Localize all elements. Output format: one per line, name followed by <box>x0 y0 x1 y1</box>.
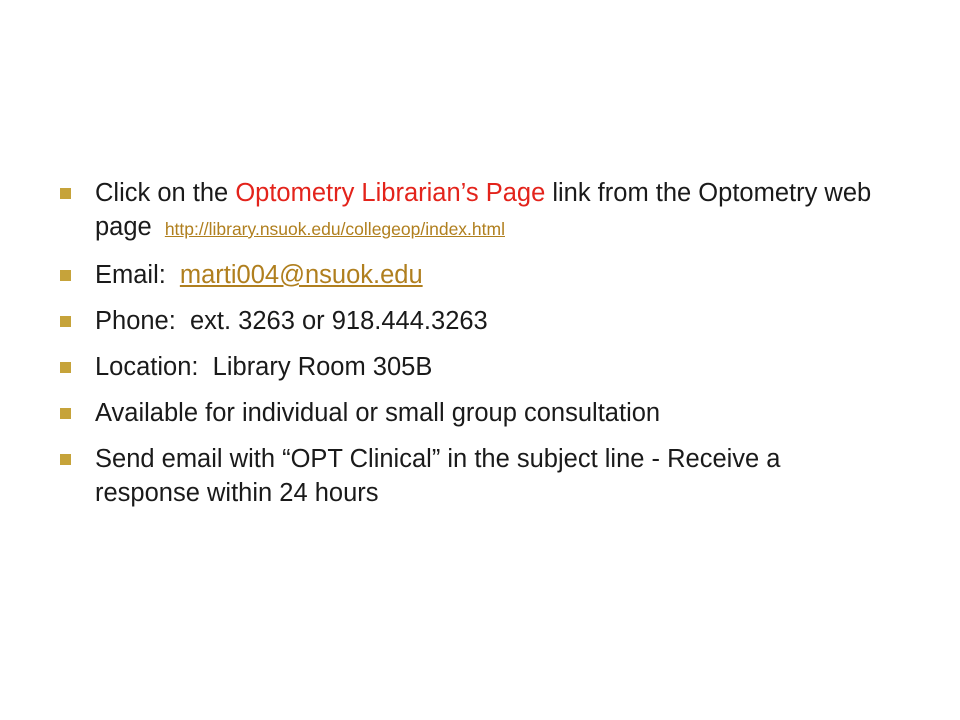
bullet-text-post: link from the Optometry web page <box>95 179 872 241</box>
bullet-text-pre: Click on the <box>95 179 236 207</box>
bullet-list <box>60 176 920 522</box>
bullet-availability <box>60 396 920 430</box>
librarian-page-link-text[interactable]: Optometry Librarian’s Page <box>235 179 546 207</box>
square-bullet-icon <box>60 270 71 281</box>
square-bullet-icon <box>60 454 71 465</box>
bullet-librarian-page <box>60 176 920 246</box>
square-bullet-icon <box>60 362 71 373</box>
email-label: Email: <box>95 261 166 289</box>
square-bullet-icon <box>60 188 71 199</box>
bullet-location <box>60 350 920 384</box>
phone-text: Phone: ext. 3263 or 918.444.3263 <box>95 307 488 335</box>
availability-text: Available for individual or small group consultation <box>95 399 661 427</box>
bullet-phone <box>60 304 920 338</box>
square-bullet-icon <box>60 316 71 327</box>
optometry-url-link[interactable]: http://library.nsuok.edu/collegeop/index.html <box>164 219 505 239</box>
send-email-text: Send email with “OPT Clinical” in the subject line - Receive a response within 24 hours <box>95 445 781 507</box>
bullet-email <box>60 258 920 292</box>
location-text: Location: Library Room 305B <box>95 353 433 381</box>
square-bullet-icon <box>60 408 71 419</box>
email-link[interactable]: marti004@nsuok.edu <box>179 261 423 289</box>
bullet-send-email <box>60 442 825 510</box>
